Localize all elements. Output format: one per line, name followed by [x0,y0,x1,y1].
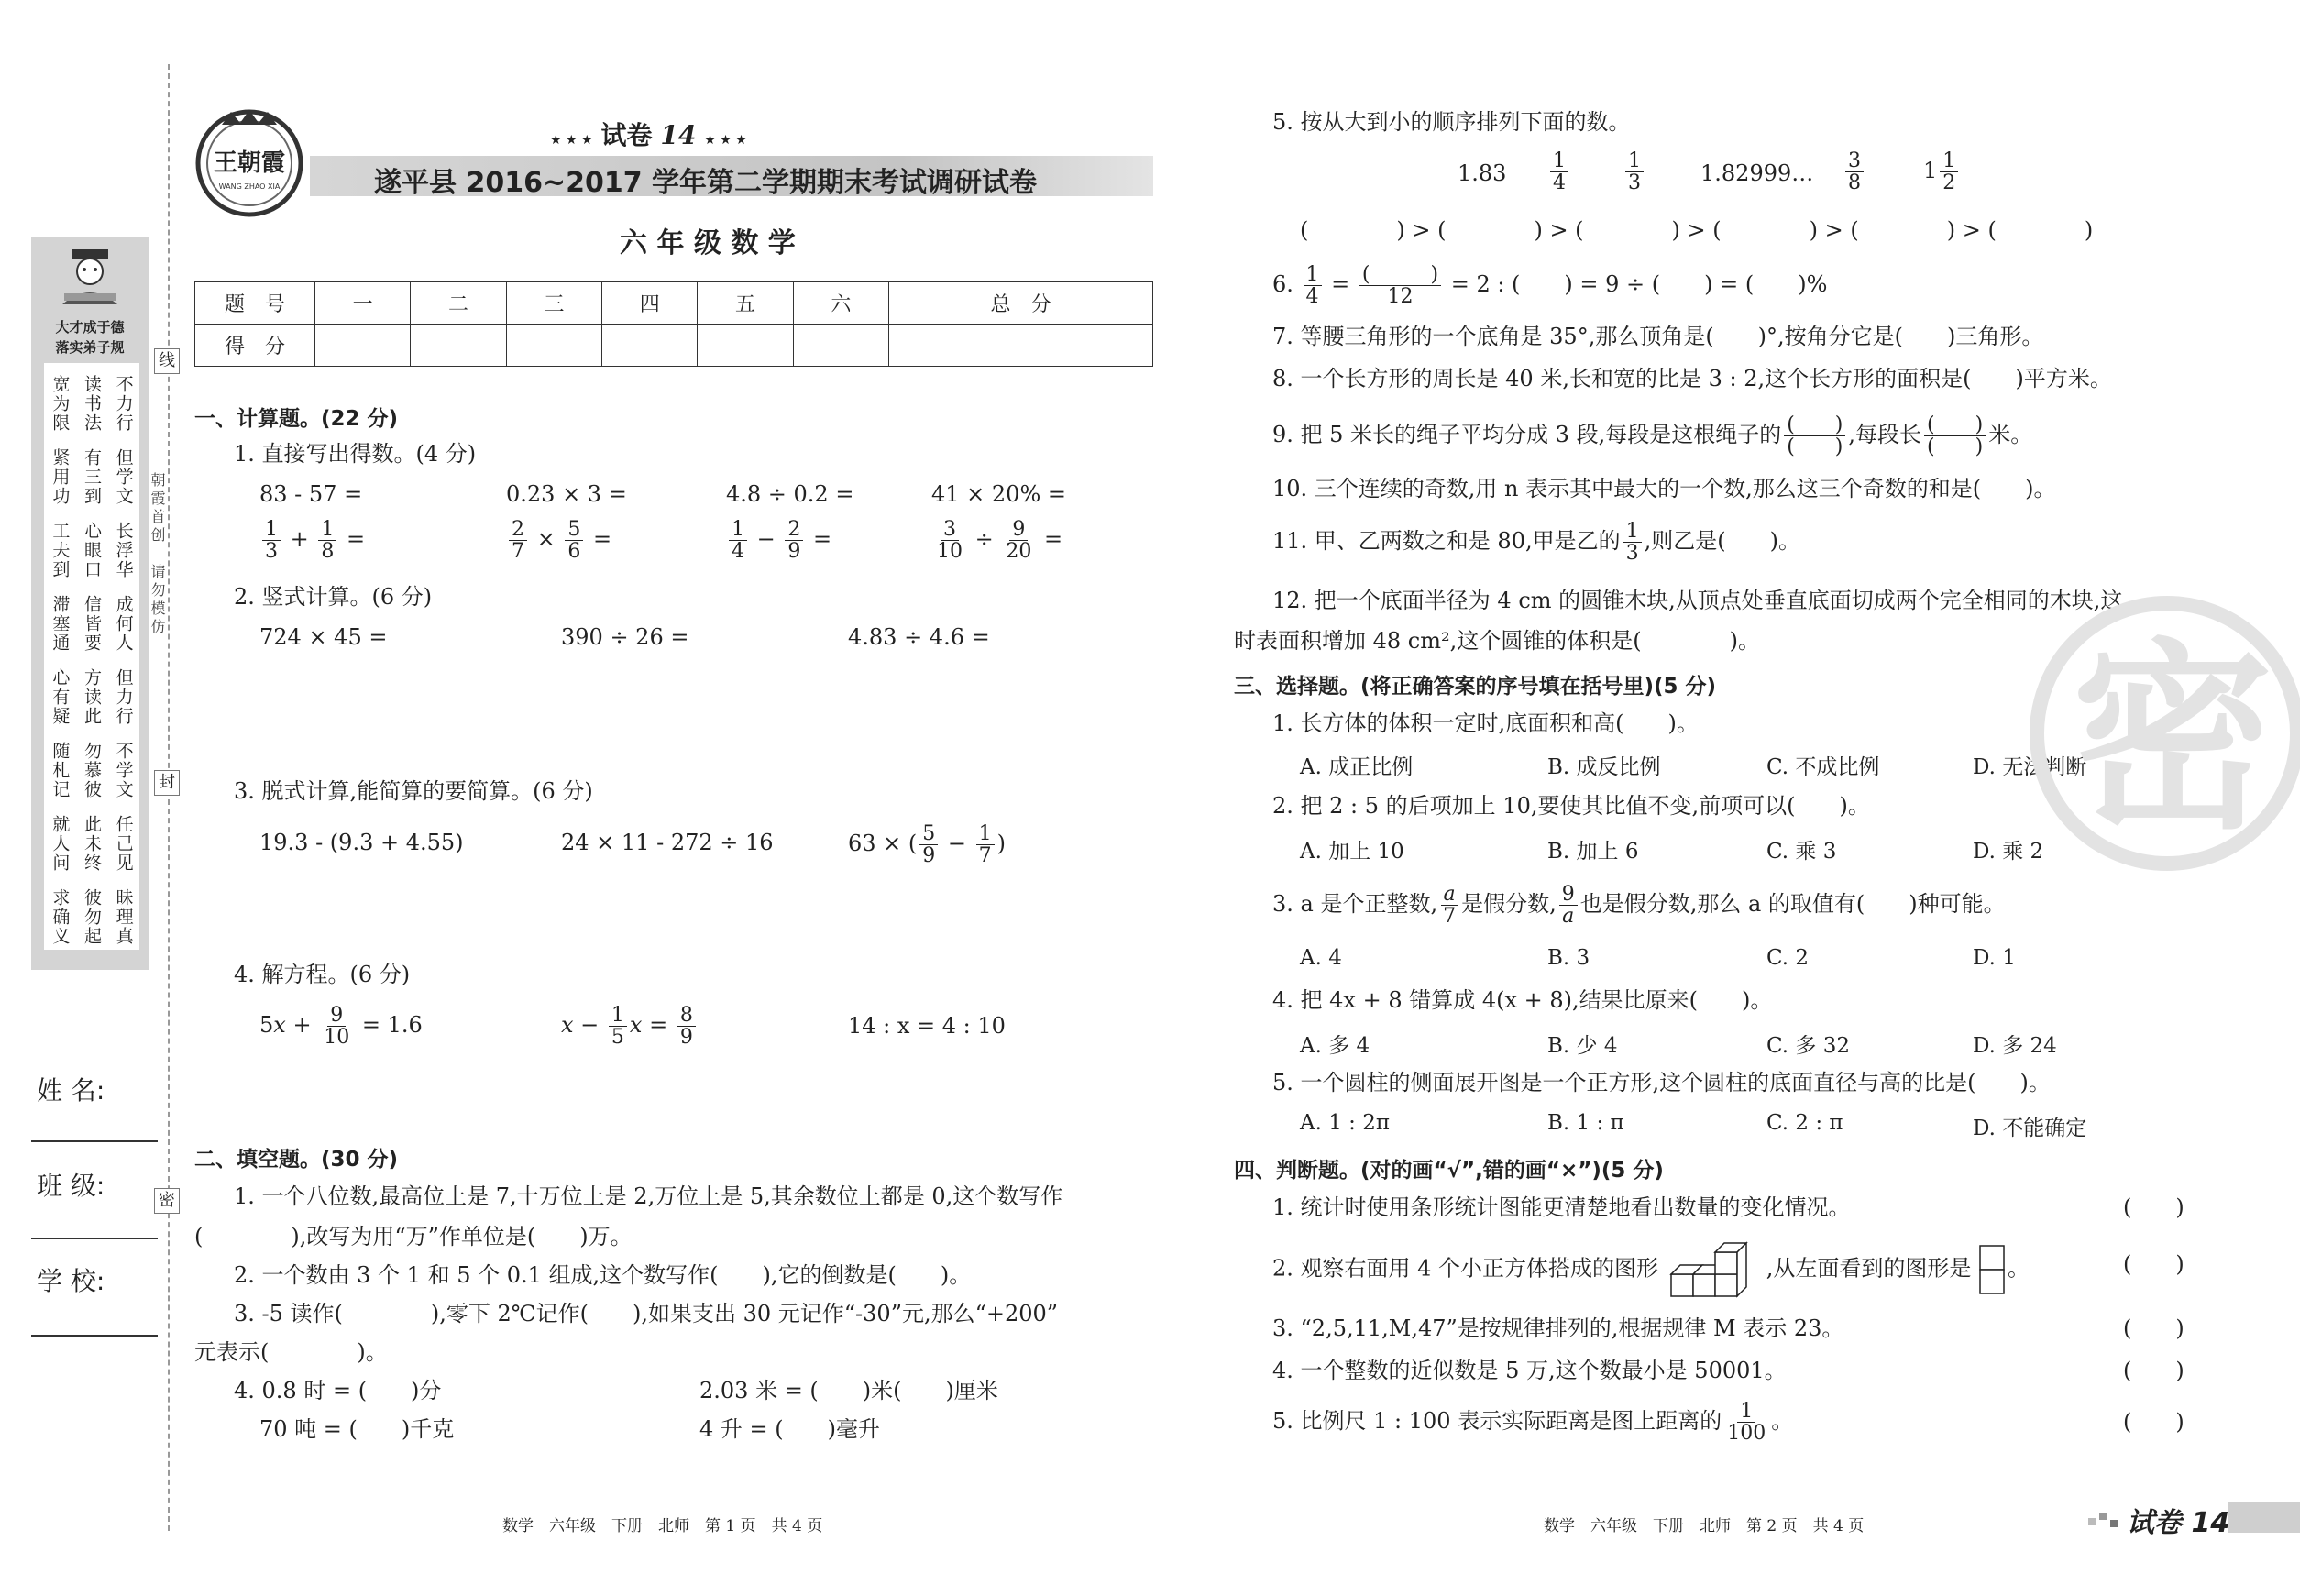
order-chain: ( ) > ( ) > ( ) > ( ) > ( ) > ( ) [1300,217,2094,243]
score-cell: 三 [506,282,601,325]
calc-item: 390 ÷ 26 = [561,624,689,650]
number-item: $\frac{3}{8}$ [1843,150,1866,193]
seal-mark: 封 [154,770,180,796]
s4q2-text: ,从左面看到的图形是 [1766,1255,1972,1282]
cube-figure-icon [1666,1239,1766,1300]
question: 2. 一个数由 3 个 1 和 5 个 0.1 组成,这个数写作( ),它的倒数是( )。 [234,1262,972,1288]
option[interactable]: B. 1 : π [1547,1111,1624,1135]
s3q3-text: 是假分数, [1461,891,1557,918]
score-input[interactable] [602,325,698,367]
paper-tag: 试卷 14 [2127,1507,2230,1539]
section-title: 三、选择题。(将正确答案的序号填在括号里)(5 分) [1234,675,1717,699]
question: 11. 甲、乙两数之和是 80,甲是乙的 $\frac{1}{3}$ ,则乙是( )。 [1272,520,1800,566]
paper-label: 试卷 [600,120,653,150]
calc-item: 41 × 20% = [931,481,1066,507]
copyright-notice: 朝霞首创 请勿模仿 [149,472,166,637]
option[interactable]: D. 不能确定 [1973,1117,2087,1140]
option[interactable]: B. 加上 6 [1547,840,1639,864]
motto-col: 任己见 [113,814,134,873]
question: 8. 一个长方形的周长是 40 米,长和宽的比是 3 : 2,这个长方形的面积是( )平方米。 [1272,366,2112,391]
score-header-row [195,282,1153,325]
motto-col: 昧理真 [113,887,134,946]
score-row [195,325,1153,367]
motto-col: 有三到 [81,447,102,506]
option[interactable]: C. 多 32 [1766,1034,1850,1058]
confidential-stamp [2030,596,2300,871]
score-cell: 一 [315,282,411,325]
question: 3. a 是个正整数, $\frac{a}{7}$ 是假分数, $\frac{9}{a}$ 也是假分数,那么 a 的取值有( )种可能。 [1272,883,2006,929]
option[interactable]: D. 1 [1973,946,2016,970]
calc-item: $\frac{1}{4}$ − $\frac{2}{9}$ = [726,519,831,562]
question: 3. -5 读作( ),零下 2℃记作( ),如果支出 30 元记作“-30”元,那么“+200” [234,1301,1059,1326]
publisher-logo [194,108,304,218]
motto-panel [31,237,149,970]
motto-col: 紧用功 [50,447,71,506]
binding-line [168,64,170,1531]
answer-paren[interactable]: ( ) [2123,1358,2184,1383]
calc-item: 4.8 ÷ 0.2 = [726,481,854,507]
question: 5. 一个圆柱的侧面展开图是一个正方形,这个圆柱的底面直径与高的比是( )。 [1272,1070,2051,1095]
calc-item: 63 × ( $\frac{5}{9}$ − $\frac{1}{7}$ ) [848,822,1007,868]
option[interactable]: D. 多 24 [1973,1034,2057,1058]
calc-item: 83 - 57 = [259,481,363,507]
motto-col: 但学文 [113,447,134,506]
class-label: 班 级: [37,1171,105,1201]
motto-col: 求确义 [50,887,71,946]
question: 元表示( )。 [194,1339,388,1365]
score-input[interactable] [411,325,506,367]
equation: 5x + $\frac{9}{10}$ = 1.6 [259,1004,423,1050]
option[interactable]: A. 成正比例 [1300,755,1414,779]
motto-col: 读书法 [81,374,102,433]
score-input[interactable] [698,325,793,367]
question: 70 吨 = ( )千克 [259,1416,455,1442]
name-field[interactable] [31,1140,158,1142]
question: 3. 脱式计算,能简算的要简算。(6 分) [234,778,593,804]
stars-left: ★ ★ ★ [550,133,593,148]
option[interactable]: B. 成反比例 [1547,755,1661,779]
question: 4 升 = ( )毫升 [699,1416,880,1442]
motto-col: 滞塞通 [50,594,71,653]
q9-text: 米。 [1988,422,2033,448]
exam-title: 遂平县 2016~2017 学年第二学期期末考试调研试卷 [374,167,1038,199]
question: 2. 把 2 : 5 的后项加上 10,要使其比值不变,前项可以( )。 [1272,793,1870,819]
question: 6. $\frac{1}{4}$ = $\frac{( )}{12}$ = 2 : ( ) = 9 ÷ ( ) = ( )% [1272,263,1828,309]
q11-text: 11. 甲、乙两数之和是 80,甲是乙的 [1272,528,1621,555]
question: 5. 按从大到小的顺序排列下面的数。 [1272,109,1631,135]
calc-item: 24 × 11 - 272 ÷ 16 [561,830,774,855]
number-item: 1.83 [1458,160,1507,186]
question: 4. 一个整数的近似数是 5 万,这个数最小是 50001。 [1272,1358,1787,1383]
section-title: 二、填空题。(30 分) [194,1148,399,1172]
class-field[interactable] [31,1238,158,1239]
option[interactable]: C. 不成比例 [1766,755,1880,779]
s4q5-text: 。 [1771,1408,1794,1435]
s4q2-text: 2. 观察右面用 4 个小正方体搭成的图形 [1272,1255,1659,1282]
motto-line: 大才成于德 [55,319,125,336]
seal-mark: 线 [154,348,180,374]
option[interactable]: D. 乘 2 [1973,840,2044,864]
question: 10. 三个连续的奇数,用 n 表示其中最大的一个数,那么这三个奇数的和是( )。 [1272,476,2056,501]
option[interactable]: A. 多 4 [1300,1034,1370,1058]
score-table [194,281,1153,367]
score-input[interactable] [506,325,601,367]
question: 1. 统计时使用条形统计图能更清楚地看出数量的变化情况。 [1272,1194,1851,1220]
motto-col: 此未终 [81,814,102,873]
question: 9. 把 5 米长的绳子平均分成 3 段,每段是这根绳子的 $\frac{( )}{( )}$ ,每段长 $\frac{( )}{( )}$ 米。 [1272,413,2033,459]
answer-paren[interactable]: ( ) [2123,1409,2184,1435]
q9-text: 9. 把 5 米长的绳子平均分成 3 段,每段是这根绳子的 [1272,422,1782,448]
logo-subtext: WANG ZHAO XIA [218,182,281,191]
motto-col: 就人问 [50,814,71,873]
q11-text: ,则乙是( )。 [1644,528,1800,555]
calc-item: $\frac{2}{7}$ × $\frac{5}{6}$ = [506,519,611,562]
title-decoration [550,116,747,152]
answer-paren[interactable]: ( ) [2123,1251,2184,1277]
seal-mark: 密 [154,1188,180,1214]
logo-text: 王朝霞 [213,149,286,177]
paper-number: 14 [660,120,697,150]
motto-col: 方读此 [81,667,102,726]
motto-col: 勿慕彼 [81,741,102,799]
motto-col: 心眼口 [81,521,102,579]
option[interactable]: C. 2 [1766,946,1810,970]
question: 2.03 米 = ( )米( )厘米 [699,1378,998,1403]
name-label: 姓 名: [37,1075,105,1106]
option[interactable]: B. 少 4 [1547,1034,1618,1058]
s3q3-text: 3. a 是个正整数, [1272,891,1438,918]
question: 4. 把 4x + 8 错算成 4(x + 8),结果比原来( )。 [1272,987,1773,1013]
score-cell: 六 [793,282,888,325]
motto-line: 落实弟子规 [55,339,125,356]
motto-col: 成何人 [113,594,134,653]
motto-col: 不力行 [113,374,134,433]
tag-bar [2228,1502,2300,1533]
score-cell: 四 [602,282,698,325]
option[interactable]: D. 无法判断 [1973,755,2087,779]
equation: 14 : x = 4 : 10 [848,1013,1006,1039]
question: 5. 比例尺 1 : 100 表示实际距离是图上距离的 $\frac{1}{100}$ 。 [1272,1400,1794,1446]
school-label: 学 校: [37,1266,105,1296]
option[interactable]: C. 2 : π [1766,1111,1843,1135]
calc-item: 724 × 45 = [259,624,388,650]
option[interactable]: A. 4 [1300,946,1342,970]
equation: x − $\frac{1}{5}$ x = $\frac{8}{9}$ [561,1005,699,1048]
s4q2-text: 。 [2007,1255,2030,1282]
question: 4. 解方程。(6 分) [234,962,411,987]
option[interactable]: B. 3 [1547,946,1590,970]
s4q5-text: 5. 比例尺 1 : 100 表示实际距离是图上距离的 [1272,1408,1722,1435]
question [1272,1239,2030,1300]
number-item: 1.82999… [1700,160,1814,186]
section-title: 一、计算题。(22 分) [194,407,399,431]
score-input[interactable] [315,325,411,367]
score-input[interactable] [793,325,888,367]
number-item: 1 $\frac{1}{2}$ [1923,150,1961,193]
scholar-figure-icon [55,248,125,312]
question: 3. “2,5,11,M,47”是按规律排列的,根据规律 M 表示 23。 [1272,1315,1844,1341]
school-field[interactable] [31,1335,158,1337]
motto-col: 信皆要 [81,594,102,653]
calc-item: $\frac{1}{3}$ + $\frac{1}{8}$ = [259,519,365,562]
page-footer: 数学 六年级 下册 北师 第 2 页 共 4 页 [1544,1517,1865,1535]
section-title: 四、判断题。(对的画“√”,错的画“×”)(5 分) [1234,1159,1664,1183]
question: 7. 等腰三角形的一个底角是 35°,那么顶角是( )°,按角分它是( )三角形。 [1272,324,2044,349]
score-cell: 五 [698,282,793,325]
question: 时表面积增加 48 cm²,这个圆锥的体积是( )。 [1234,628,1760,654]
motto-col: 彼勿起 [81,887,102,946]
motto-columns [44,363,139,950]
option[interactable]: A. 1 : 2π [1300,1111,1390,1135]
option[interactable]: A. 加上 10 [1300,840,1404,864]
calc-item: $\frac{3}{10}$ ÷ $\frac{9}{20}$ = [937,518,1063,564]
question: 2. 竖式计算。(6 分) [234,584,433,610]
calc-item: 4.83 ÷ 4.6 = [848,624,990,650]
s3q3-text: 也是假分数,那么 a 的取值有( )种可能。 [1579,891,2006,918]
score-cell: 总 分 [889,282,1153,325]
motto-col: 但力行 [113,667,134,726]
left-view-icon [1978,1244,2008,1295]
number-item: $\frac{1}{3}$ [1623,150,1646,193]
page-footer: 数学 六年级 下册 北师 第 1 页 共 4 页 [502,1517,823,1535]
score-cell: 二 [411,282,506,325]
motto-col: 不学文 [113,741,134,799]
motto-col: 心有疑 [50,667,71,726]
stars-right: ★ ★ ★ [704,133,747,148]
calc-item: 19.3 - (9.3 + 4.55) [259,830,464,855]
option[interactable]: C. 乘 3 [1766,840,1837,864]
question: 12. 把一个底面半径为 4 cm 的圆锥木块,从顶点处垂直底面切成两个完全相同的木块,这 [1272,588,2123,613]
motto-col: 宽为限 [50,374,71,433]
tag-squares [2088,1505,2121,1536]
question: ( ),改写为用“万”作单位是( )万。 [194,1224,633,1249]
motto-col: 长浮华 [113,521,134,579]
answer-paren[interactable]: ( ) [2123,1315,2184,1341]
number-item: $\frac{1}{4}$ [1547,150,1571,193]
answer-paren[interactable]: ( ) [2123,1194,2184,1220]
q9-text: ,每段长 [1848,422,1922,448]
score-cell: 得 分 [195,325,315,367]
question: 1. 直接写出得数。(4 分) [234,441,477,467]
motto-col: 工夫到 [50,521,71,579]
motto-col: 随札记 [50,741,71,799]
question: 1. 一个八位数,最高位上是 7,十万位上是 2,万位上是 5,其余数位上都是 0,这个数写作 [234,1183,1063,1209]
question: 1. 长方体的体积一定时,底面积和高( )。 [1272,710,1699,736]
subject-title: 六 年 级 数 学 [620,227,796,259]
stamp-character: 密 [2072,622,2274,856]
score-cell: 题 号 [195,282,315,325]
calc-item: 0.23 × 3 = [506,481,627,507]
score-input[interactable] [889,325,1153,367]
question: 4. 0.8 时 = ( )分 [234,1378,442,1403]
